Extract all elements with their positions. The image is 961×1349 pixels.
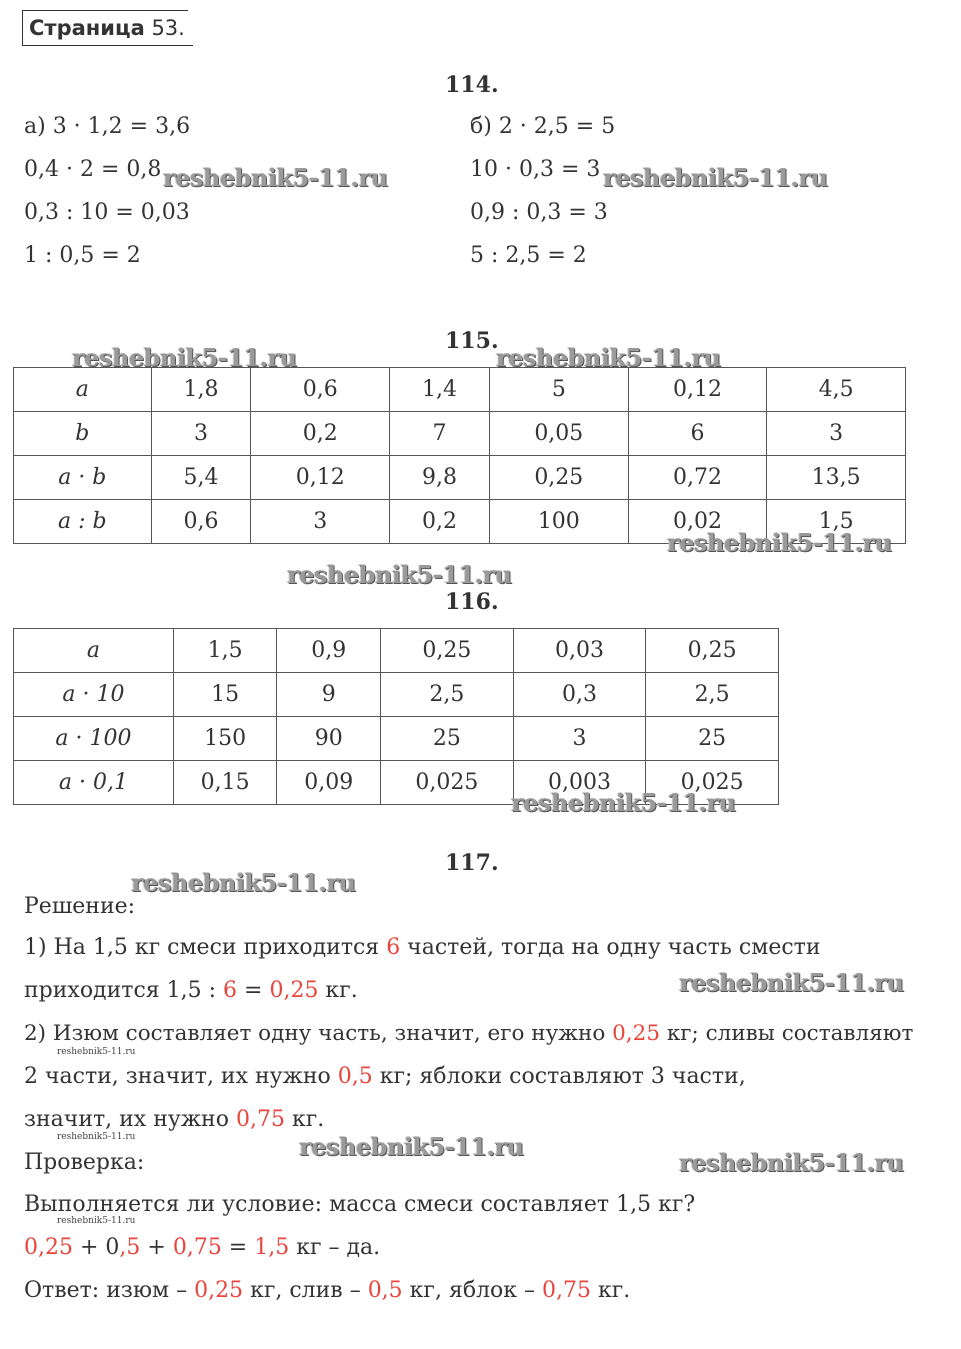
table-cell: 0,09	[277, 761, 381, 805]
watermark: reshebnik5-11.ru	[131, 868, 356, 897]
solution-step-2-line-1: 2) Изюм составляет одну часть, значит, его нужно 0,25 кг; сливы составляют	[24, 1021, 914, 1046]
table-cell: 150	[173, 717, 277, 761]
ex114-left-2: 0,4 · 2 = 0,8	[24, 157, 162, 182]
solution-step-1-line-1: 1) На 1,5 кг смеси приходится 6 частей, тогда на одну часть смести	[24, 935, 821, 960]
check-equation: 0,25 + 0,5 + 0,75 = 1,5 кг – да.	[24, 1235, 381, 1260]
table-116	[13, 628, 779, 805]
table-115	[13, 367, 906, 544]
table-cell: 3	[151, 412, 251, 456]
table-cell: a · 100	[14, 717, 174, 761]
table-cell: 0,15	[173, 761, 277, 805]
ex114-right-1: б) 2 · 2,5 = 5	[470, 114, 616, 139]
table-cell: 1,5	[767, 500, 906, 544]
table-row	[14, 717, 779, 761]
ex114-left-1: а) 3 · 1,2 = 3,6	[24, 114, 191, 139]
table-cell: 0,2	[251, 412, 390, 456]
table-cell: 90	[277, 717, 381, 761]
table-row	[14, 673, 779, 717]
table-cell: 0,6	[251, 368, 390, 412]
table-cell: a · b	[14, 456, 152, 500]
watermark-small: reshebnik5-11.ru	[57, 1132, 136, 1142]
table-cell: 1,5	[173, 629, 277, 673]
watermark: reshebnik5-11.ru	[679, 968, 904, 997]
table-cell: 9,8	[390, 456, 490, 500]
exercise-115-heading: 115.	[445, 328, 499, 354]
table-cell: 0,2	[390, 500, 490, 544]
ex114-left-4: 1 : 0,5 = 2	[24, 243, 141, 268]
watermark: reshebnik5-11.ru	[667, 528, 892, 557]
table-cell: 3	[513, 717, 646, 761]
table-cell: 0,3	[513, 673, 646, 717]
table-cell: a : b	[14, 500, 152, 544]
table-cell: 5	[489, 368, 628, 412]
table-cell: a · 10	[14, 673, 174, 717]
watermark: reshebnik5-11.ru	[72, 343, 297, 372]
exercise-number: 116	[445, 589, 491, 615]
table-cell: 1,4	[390, 368, 490, 412]
table-cell: 5,4	[151, 456, 251, 500]
table-row	[14, 629, 779, 673]
watermark: reshebnik5-11.ru	[603, 163, 828, 192]
table-cell: 0,003	[513, 761, 646, 805]
table-cell: 0,12	[628, 368, 767, 412]
solution-step-2-line-2: 2 части, значит, их нужно 0,5 кг; яблоки составляют 3 части,	[24, 1064, 746, 1089]
table-cell: a · 0,1	[14, 761, 174, 805]
watermark: reshebnik5-11.ru	[679, 1148, 904, 1177]
table-cell: 15	[173, 673, 277, 717]
ex114-right-4: 5 : 2,5 = 2	[470, 243, 587, 268]
answer-line: Ответ: изюм – 0,25 кг, слив – 0,5 кг, яблок – 0,75 кг.	[24, 1278, 631, 1303]
table-cell: 2,5	[381, 673, 514, 717]
table-row	[14, 368, 906, 412]
table-cell: 25	[646, 717, 779, 761]
exercise-number: 117	[445, 850, 491, 876]
table-cell: a	[14, 368, 152, 412]
watermark-small: reshebnik5-11.ru	[57, 1216, 136, 1226]
table-cell: 0,02	[628, 500, 767, 544]
ex114-left-3: 0,3 : 10 = 0,03	[24, 200, 190, 225]
exercise-114-heading: 114.	[445, 72, 499, 98]
watermark: reshebnik5-11.ru	[496, 343, 721, 372]
table-cell: 2,5	[646, 673, 779, 717]
exercise-116-heading: 116.	[445, 589, 499, 615]
watermark: reshebnik5-11.ru	[299, 1132, 524, 1161]
solution-step-2-line-3: значит, их нужно 0,75 кг.	[24, 1107, 325, 1132]
watermark: reshebnik5-11.ru	[163, 163, 388, 192]
table-cell: 7	[390, 412, 490, 456]
table-cell: 0,05	[489, 412, 628, 456]
table-cell: 0,25	[381, 629, 514, 673]
table-cell: 100	[489, 500, 628, 544]
table-cell: 9	[277, 673, 381, 717]
table-cell: 1,8	[151, 368, 251, 412]
exercise-number: 115	[445, 328, 491, 354]
table-cell: 25	[381, 717, 514, 761]
table-cell: 0,12	[251, 456, 390, 500]
table-cell: 3	[767, 412, 906, 456]
ex114-right-2: 10 · 0,3 = 3	[470, 157, 601, 182]
watermark: reshebnik5-11.ru	[287, 560, 512, 589]
watermark-small: reshebnik5-11.ru	[57, 1047, 136, 1057]
table-row	[14, 412, 906, 456]
table-row	[14, 456, 906, 500]
watermark: reshebnik5-11.ru	[511, 788, 736, 817]
table-cell: 3	[251, 500, 390, 544]
page-number: 53.	[151, 16, 185, 40]
page-label	[22, 10, 188, 46]
ex114-right-3: 0,9 : 0,3 = 3	[470, 200, 608, 225]
table-cell: b	[14, 412, 152, 456]
table-cell: 0,9	[277, 629, 381, 673]
table-cell: a	[14, 629, 174, 673]
solution-label: Решение:	[24, 894, 136, 919]
table-cell: 0,03	[513, 629, 646, 673]
table-cell: 0,25	[646, 629, 779, 673]
table-cell: 0,025	[381, 761, 514, 805]
table-cell: 6	[628, 412, 767, 456]
check-label: Проверка:	[24, 1150, 145, 1175]
table-cell: 0,25	[489, 456, 628, 500]
table-cell: 0,72	[628, 456, 767, 500]
table-cell: 0,025	[646, 761, 779, 805]
check-question: Выполняется ли условие: масса смеси составляет 1,5 кг?	[24, 1192, 696, 1217]
page-label-text: Страница	[29, 16, 145, 40]
table-cell: 4,5	[767, 368, 906, 412]
table-cell: 13,5	[767, 456, 906, 500]
exercise-number: 114	[445, 72, 491, 98]
table-cell: 0,6	[151, 500, 251, 544]
solution-step-1-line-2: приходится 1,5 : 6 = 0,25 кг.	[24, 978, 358, 1003]
exercise-117-heading: 117.	[445, 850, 499, 876]
